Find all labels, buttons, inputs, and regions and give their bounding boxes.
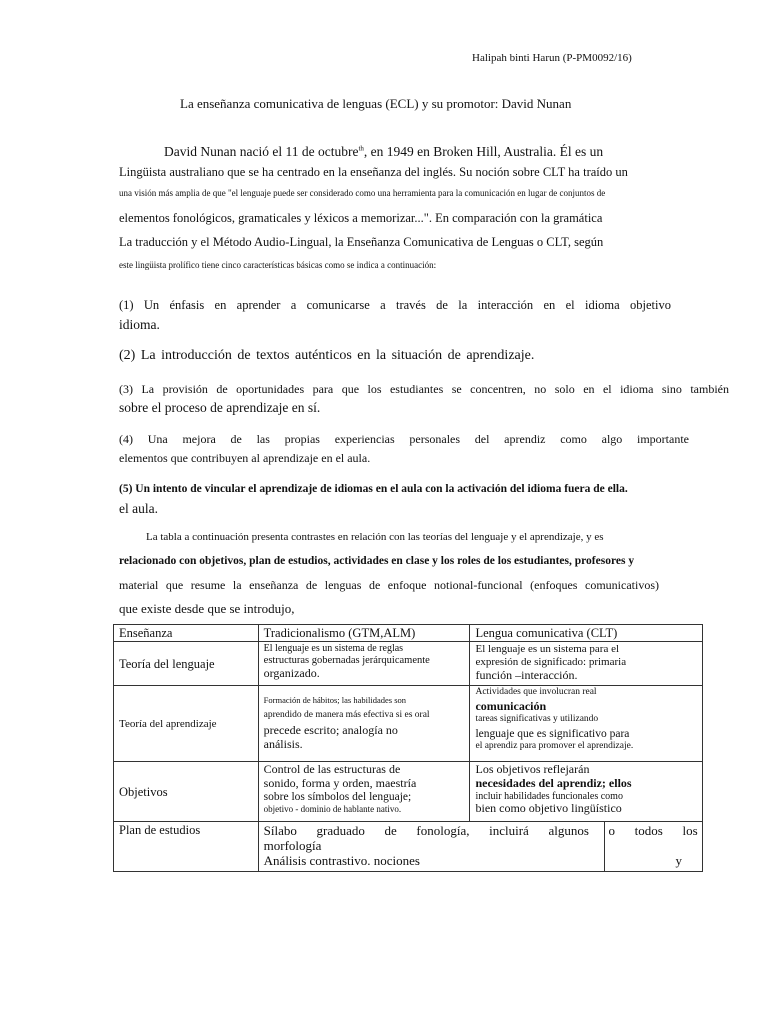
row-label: Objetivos [114, 762, 259, 822]
comparison-table [113, 624, 703, 872]
cell-text: incluir habilidades funcionales como [475, 790, 623, 802]
document-title: La enseñanza comunicativa de lenguas (ECL) y su promotor: David Nunan [180, 96, 572, 111]
cell-text: Control de las estructuras de [263, 762, 401, 777]
header-cell: Tradicionalismo (GTM,ALM) [258, 625, 470, 642]
traditional-cell [258, 762, 470, 822]
cell-text: organizado. [263, 665, 320, 680]
cell-text: Sílabo graduado de fonología, incluirá algunos o todos los [263, 823, 698, 839]
cell-text: comunicación [475, 699, 547, 714]
cell-text: lenguaje que es significativo para [475, 728, 630, 741]
point-5-line-1: (5) Un intento de vincular el aprendizaje de idiomas en el aula con la activación del idioma fuera de ella. [119, 483, 628, 495]
header-cell: Lengua comunicativa (CLT) [470, 625, 703, 642]
author-line: Halipah binti Harun (P-PM0092/16) [472, 52, 632, 64]
intro-line-1: David Nunan nació el 11 de octubre$^{th}$, en 1949 en Broken Hill, Australia. Él es un [164, 144, 604, 159]
table-header-row [114, 625, 703, 642]
point-3-line-1: (3) La provisión de oportunidades para que los estudiantes se concentren, no solo en el idioma sino también [119, 382, 729, 396]
table-row [114, 642, 703, 686]
closing-line-3: material que resume la enseñanza de lenguas de enfoque notional-funcional (enfoques comunicativos) [119, 578, 659, 592]
cell-text: necesidades del aprendiz; ellos [475, 776, 632, 791]
cell-text: expresión de significado: primaria [475, 656, 627, 669]
closing-line-2: relacionado con objetivos, plan de estudios, actividades en clase y los roles de los estudiantes, profesores y [119, 555, 635, 567]
cell-text-last: Análisis contrastivo. nociones y [263, 853, 682, 869]
intro-line-5: La traducción y el Método Audio-Lingual, la Enseñanza Comunicativa de Lenguas o CLT, según [119, 235, 604, 249]
cell-text: tareas significativas y utilizando [475, 714, 599, 725]
communicative-cell [470, 642, 703, 686]
communicative-cell [470, 762, 703, 822]
closing-line-4: que existe desde que se introdujo, [119, 601, 295, 616]
point-2: (2) La introducción de textos auténticos en la situación de aprendizaje. [119, 348, 535, 363]
cell-text: estructuras gobernadas jerárquicamente [263, 654, 430, 666]
cell-text: precede escrito; analogía no [263, 722, 398, 737]
row-label: Plan de estudios [114, 822, 259, 872]
intro-line-6: este lingüista prolífico tiene cinco características básicas como se indica a continuación: [119, 260, 437, 270]
traditional-cell [258, 686, 470, 762]
point-4-line-1: (4) Una mejora de las propias experiencias personales del aprendiz como algo importante [119, 432, 689, 446]
traditional-cell [258, 642, 470, 686]
point-1-line-2: idioma. [119, 317, 160, 332]
communicative-cell [470, 686, 703, 762]
intro-line-2: Lingüista australiano que se ha centrado en la enseñanza del inglés. Su noción sobre CLT ha traído un [119, 165, 628, 179]
intro-line-4: elementos fonológicos, gramaticales y léxicos a memorizar...". En comparación con la gramática [119, 211, 603, 225]
cell-text: El lenguaje es un sistema de reglas [263, 643, 404, 655]
header-cell: Enseñanza [114, 625, 259, 642]
table-row [114, 822, 703, 872]
cell-text: morfología [263, 838, 322, 854]
closing-line-1: La tabla a continuación presenta contrastes en relación con las teorías del lenguaje y el aprendizaje, y es [146, 531, 604, 543]
table-row [114, 686, 703, 762]
cell-text: Actividades que involucran real [475, 687, 597, 698]
point-5-line-2: el aula. [119, 501, 158, 516]
cell-text: El lenguaje es un sistema para el [475, 643, 620, 656]
table-row [114, 762, 703, 822]
cell-text: sobre los símbolos del lenguaje; [263, 790, 412, 803]
row-label: Teoría del aprendizaje [114, 686, 259, 762]
intro-line-3: una visión más amplia de que "el lenguaje puede ser considerado como una herramienta para la comunicación en lugar de conjuntos de [119, 188, 606, 198]
cell-text: análisis. [263, 736, 303, 751]
cell-text: el aprendiz para promover el aprendizaje. [475, 741, 634, 752]
cell-text: bien como objetivo lingüístico [475, 801, 622, 816]
point-3-line-2: sobre el proceso de aprendizaje en sí. [119, 400, 321, 415]
row-label: Teoría del lenguaje [114, 642, 259, 686]
cell-text: objetivo - dominio de hablante nativo. [263, 804, 402, 815]
point-1-line-1: (1) Un énfasis en aprender a comunicarse a través de la interacción en el idioma objetivo [119, 298, 671, 312]
cell-text: Formación de hábitos; las habilidades son [263, 695, 407, 706]
cell-text: aprendido de manera más efectiva si es oral [263, 710, 430, 720]
syllabus-cell [258, 822, 702, 872]
cell-text: función –interacción. [475, 667, 578, 682]
point-4-line-2: elementos que contribuyen al aprendizaje en el aula. [119, 451, 371, 465]
cell-text: sonido, forma y orden, maestría [263, 776, 417, 791]
cell-text: Los objetivos reflejarán [475, 762, 590, 777]
